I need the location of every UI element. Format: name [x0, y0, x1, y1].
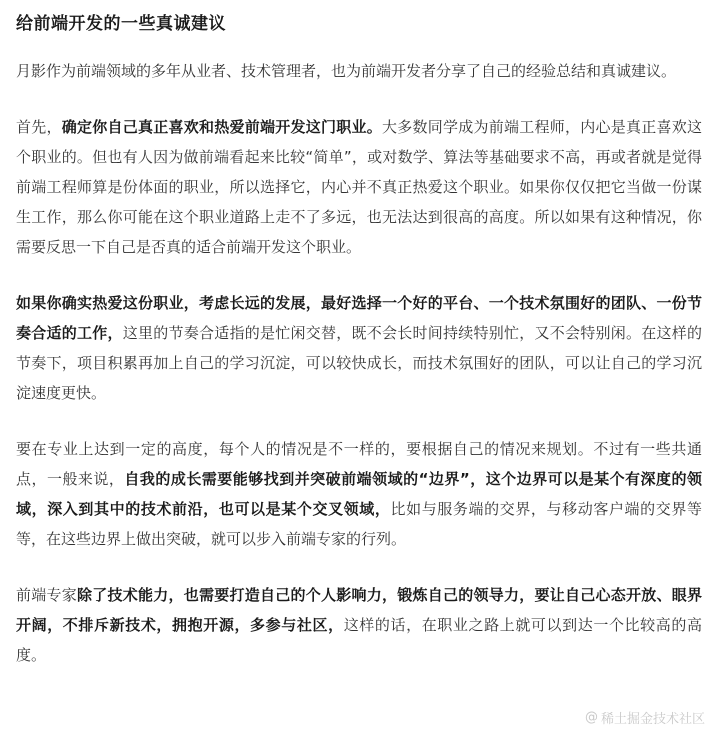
paragraph-text: 比如与服务端的交界，与移动客户端的交界等等，在这些边界上做出突破，就可以步入前端专家的行列。	[16, 500, 702, 548]
paragraph-text: 要在专业上达到一定的高度，每个人的情况是不一样的，要根据自己的情况来规划。不过有一些共通点，一般来说，	[16, 440, 702, 488]
paragraph-boundary	[16, 434, 702, 554]
article-title: 给前端开发的一些真诚建议	[16, 14, 226, 34]
paragraph-text: 大多数同学成为前端工程师，内心是真正喜欢这个职业的。但也有人因为做前端看起来比较“简单”，或对数学、算法等基础要求不高，再或者就是觉得前端工程师算是份体面的职业，所以选择它，内心并不真正热爱这个职业。如果你仅仅把它当做一份谋生工作，那么你可能在这个职业道路上走不了多远，也无法达到很高的高度。所以如果有这种情况，你需要反思一下自己是否真的适合前端开发这个职业。	[16, 118, 702, 256]
paragraph-text: 这里的节奏合适指的是忙闲交替，既不会长时间持续特别忙，又不会特别闲。在这样的节奏下，项目积累再加上自己的学习沉淀，可以较快成长，而技术氛围好的团队，可以让自己的学习沉淀速度更快。	[16, 324, 702, 402]
paragraph-text: 前端专家	[16, 586, 77, 604]
paragraph-emphasis: 自我的成长需要能够找到并突破前端领域的“边界”，这个边界可以是某个有深度的领域，深入到其中的技术前沿，也可以是某个交叉领域，	[16, 470, 702, 518]
paragraph-text: 这样的话，在职业之路上就可以到达一个比较高的高度。	[16, 616, 702, 664]
at-icon: @	[584, 710, 598, 725]
article	[16, 0, 702, 670]
watermark-text: 稀土掘金技术社区	[600, 712, 705, 727]
paragraph-text: 首先，	[16, 118, 62, 136]
paragraph-platform	[16, 288, 702, 408]
paragraph-expert	[16, 580, 702, 670]
paragraph-intro	[16, 56, 702, 86]
paragraph-emphasis: 除了技术能力，也需要打造自己的个人影响力，锻炼自己的领导力，要让自己心态开放、眼界开阔，不排斥新技术，拥抱开源，多参与社区，	[16, 586, 702, 634]
paragraph-passion	[16, 112, 702, 262]
paragraph-emphasis: 确定你自己真正喜欢和热爱前端开发这门职业。	[61, 118, 382, 136]
watermark	[585, 708, 705, 727]
paragraph-emphasis: 如果你确实热爱这份职业，考虑长远的发展，最好选择一个好的平台、一个技术氛围好的团队、一份节奏合适的工作，	[16, 294, 702, 342]
paragraph-text: 月影作为前端领域的多年从业者、技术管理者，也为前端开发者分享了自己的经验总结和真诚建议。	[16, 62, 677, 80]
